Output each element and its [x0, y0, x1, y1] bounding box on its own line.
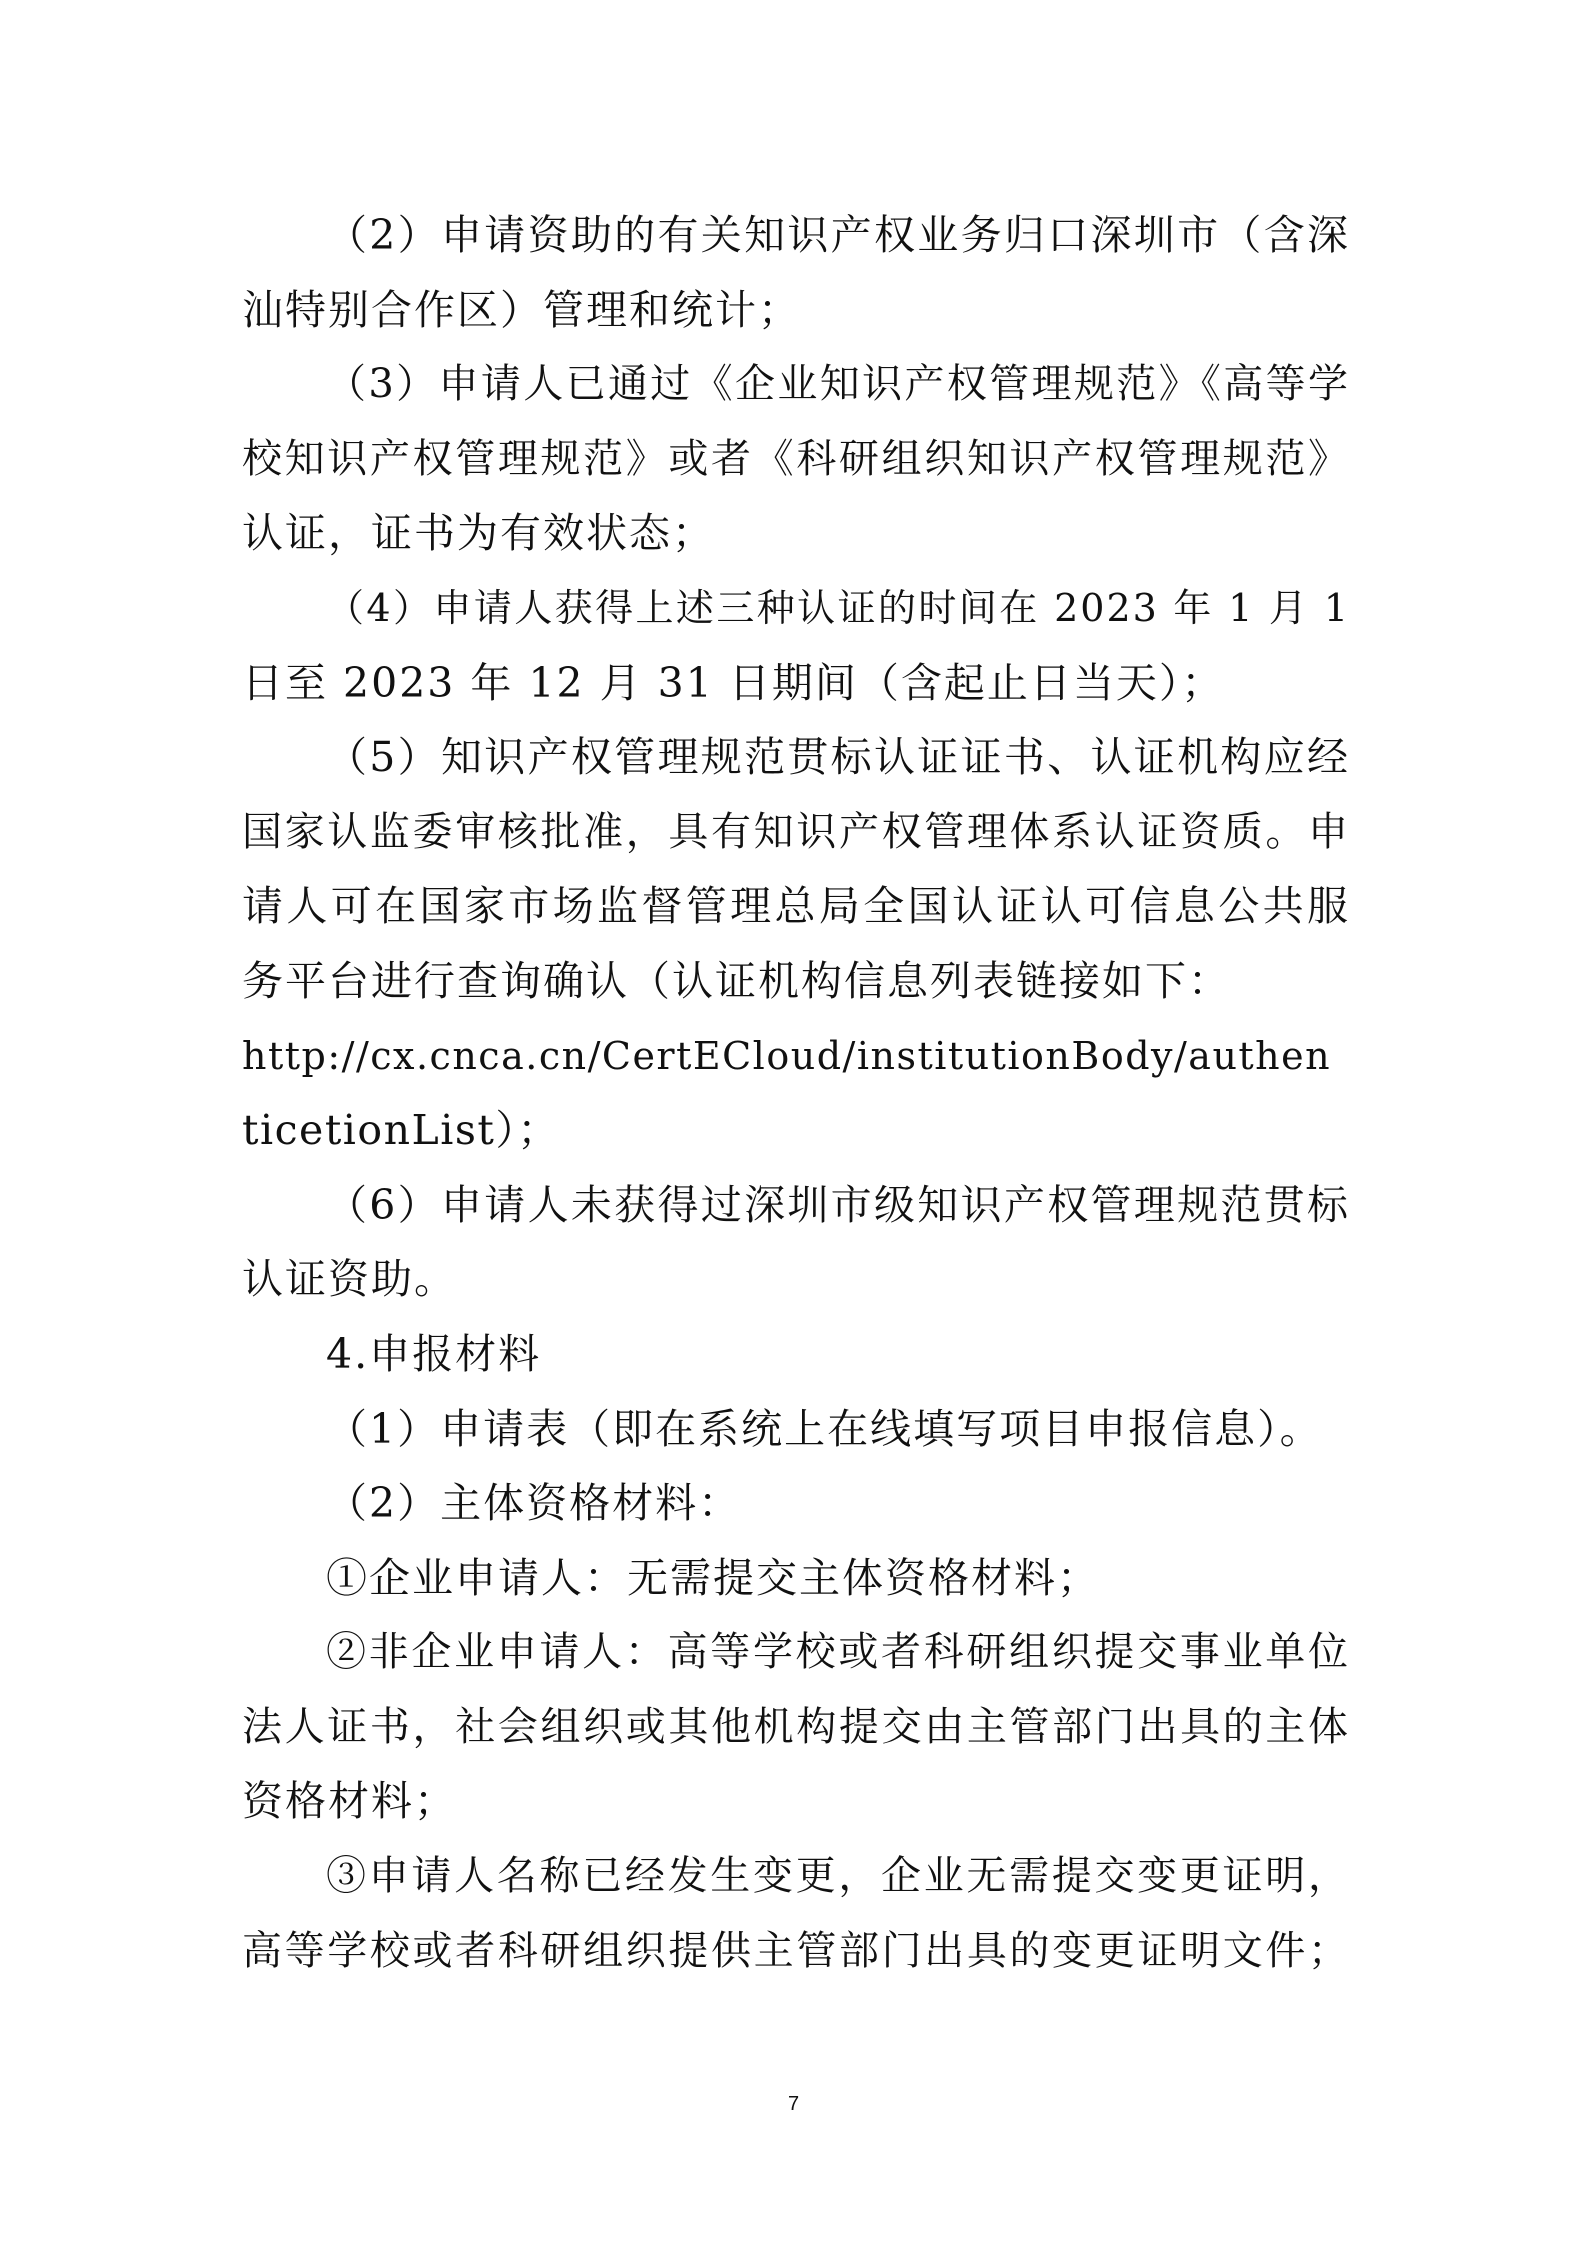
- text-line: ①企业申请人：无需提交主体资格材料；: [326, 1553, 1100, 1602]
- text-line: 日至 2023 年 12 月 31 日期间（含起止日当天）；: [242, 658, 1225, 707]
- text-line: （1）申请表（即在系统上在线填写项目申报信息）。: [326, 1404, 1323, 1453]
- text-line: ③申请人名称已经发生变更，企业无需提交变更证明，: [326, 1853, 1350, 1900]
- text-line: 法人证书，社会组织或其他机构提交由主管部门出具的主体: [242, 1703, 1350, 1750]
- page-number: 7: [787, 2093, 800, 2115]
- text-line: 校知识产权管理规范》或者《科研组织知识产权管理规范》: [242, 435, 1350, 482]
- text-line: ②非企业申请人：高等学校或者科研组织提交事业单位: [326, 1629, 1350, 1676]
- text-line: 汕特别合作区）管理和统计；: [242, 285, 801, 334]
- document-body: [242, 198, 1350, 1988]
- text-line: ticetionList）；: [242, 1106, 560, 1155]
- text-line: http://cx.cnca.cn/CertECloud/institutionBody/authen: [242, 1033, 1332, 1078]
- text-line: （2）主体资格材料：: [326, 1479, 742, 1528]
- text-line: （5）知识产权管理规范贯标认证证书、认证机构应经: [326, 733, 1350, 782]
- text-line: （2）申请资助的有关知识产权业务归口深圳市（含深: [326, 211, 1350, 259]
- text-line: 高等学校或者科研组织提供主管部门出具的变更证明文件；: [242, 1927, 1350, 1974]
- text-line: （4）申请人获得上述三种认证的时间在 2023 年 1 月 1: [326, 585, 1350, 630]
- text-line: 认证，证书为有效状态；: [242, 509, 715, 558]
- text-line: 资格材料；: [242, 1777, 457, 1826]
- text-line: 务平台进行查询确认（认证机构信息列表链接如下：: [242, 956, 1231, 1005]
- text-line: （3）申请人已通过《企业知识产权管理规范》《高等学: [326, 361, 1350, 408]
- text-line: （6）申请人未获得过深圳市级知识产权管理规范贯标: [326, 1180, 1350, 1229]
- text-line: 国家认监委审核批准，具有知识产权管理体系认证资质。申: [242, 808, 1350, 855]
- text-line: 4.申报材料: [326, 1329, 542, 1378]
- text-line: 认证资助。: [242, 1255, 457, 1304]
- text-line: 请人可在国家市场监督管理总局全国认证认可信息公共服: [242, 882, 1350, 931]
